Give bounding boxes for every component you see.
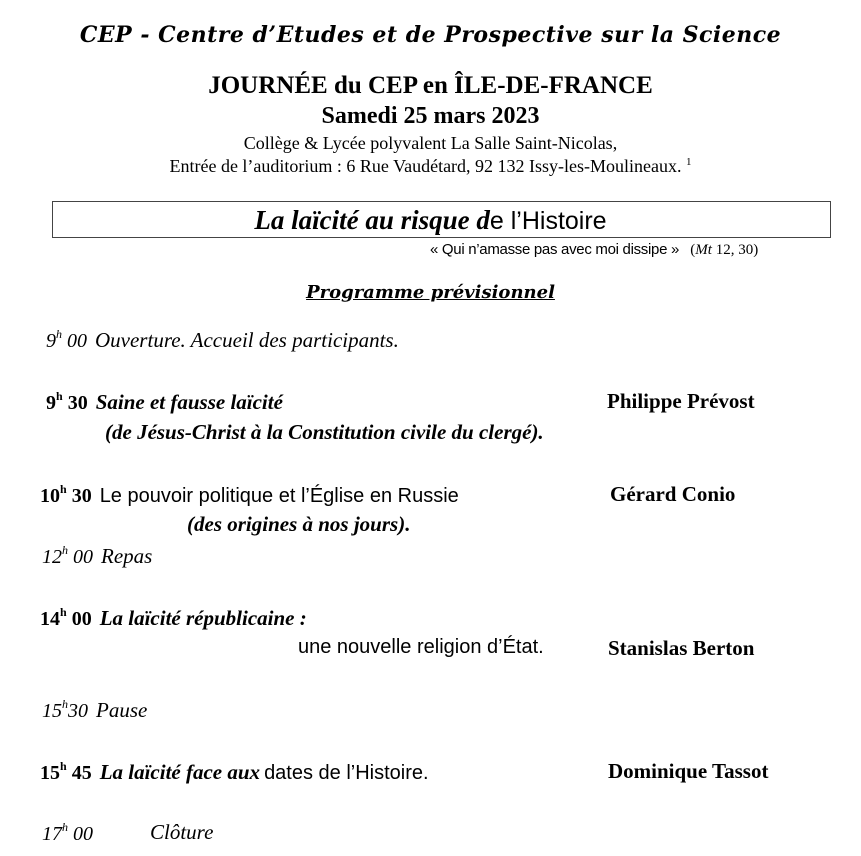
program-item-3 bbox=[42, 543, 152, 569]
theme-title-part2: e l’Histoire bbox=[489, 207, 607, 235]
program-item-2 bbox=[40, 482, 459, 508]
program-item-7 bbox=[42, 820, 93, 846]
event-date: Samedi 25 mars 2023 bbox=[321, 103, 540, 129]
item-6-text2: dates de l’Histoire. bbox=[264, 762, 429, 784]
item-1-subtitle: (de Jésus-Christ à la Constitution civile du clergé). bbox=[105, 420, 544, 444]
time-2: 10$^h$ 30 bbox=[40, 482, 92, 507]
item-4-subtitle: une nouvelle religion d’État. bbox=[298, 636, 544, 658]
item-2-subtitle: (des origines à nos jours). bbox=[187, 512, 411, 536]
item-0-text: Ouverture. Accueil des participants. bbox=[95, 328, 399, 352]
speaker-2: Gérard Conio bbox=[610, 482, 736, 506]
item-7-text: Clôture bbox=[150, 820, 214, 844]
epigraph-text: « Qui n’amasse pas avec moi dissipe » bbox=[430, 241, 680, 258]
program-item-0 bbox=[46, 327, 399, 353]
time-6: 15$^h$ 45 bbox=[40, 759, 92, 784]
speaker-4: Stanislas Berton bbox=[608, 636, 755, 660]
item-3-text: Repas bbox=[101, 544, 153, 568]
item-4-text: La laïcité républicaine : bbox=[99, 606, 307, 630]
time-3: 12$^h$ 00 bbox=[42, 543, 93, 568]
theme-title bbox=[0, 205, 861, 236]
time-7: 17$^h$ 00 bbox=[42, 820, 93, 845]
item-1-text: Saine et fausse laïcité bbox=[95, 390, 283, 414]
time-1: 9$^h$ 30 bbox=[46, 389, 88, 414]
time-4: 14$^h$ 00 bbox=[40, 605, 92, 630]
item-5-text: Pause bbox=[96, 698, 148, 722]
program-item-5 bbox=[42, 697, 147, 723]
footnote-marker: 1 bbox=[686, 156, 692, 168]
program-heading: Programme prévisionnel bbox=[306, 282, 555, 303]
program-item-1 bbox=[46, 389, 283, 415]
program-item-6 bbox=[40, 759, 429, 785]
theme-title-part1: La laïcité au risque d bbox=[254, 205, 490, 235]
address-text: Entrée de l’auditorium : 6 Rue Vaudétard, 92 132 Issy-les-Moulineaux. bbox=[169, 156, 682, 176]
program-item-4 bbox=[40, 605, 307, 631]
organization-header: CEP - Centre d’Etudes et de Prospective sur la Science bbox=[79, 22, 782, 48]
time-5: 15$^h$30 bbox=[42, 697, 88, 722]
speaker-6: Dominique Tassot bbox=[608, 759, 769, 783]
event-address bbox=[0, 156, 861, 177]
event-venue: Collège & Lycée polyvalent La Salle Saint-Nicolas, bbox=[243, 133, 618, 153]
epigraph-reference: (Mt 12, 30) bbox=[690, 242, 759, 258]
item-2-text: Le pouvoir politique et l’Église en Russie bbox=[99, 485, 459, 507]
event-title: JOURNÉE du CEP en ÎLE-DE-FRANCE bbox=[208, 72, 653, 99]
epigraph bbox=[430, 241, 758, 259]
time-0: 9$^h$ 00 bbox=[46, 327, 87, 352]
speaker-1: Philippe Prévost bbox=[607, 389, 755, 413]
item-6-text: La laïcité face aux bbox=[99, 760, 261, 784]
